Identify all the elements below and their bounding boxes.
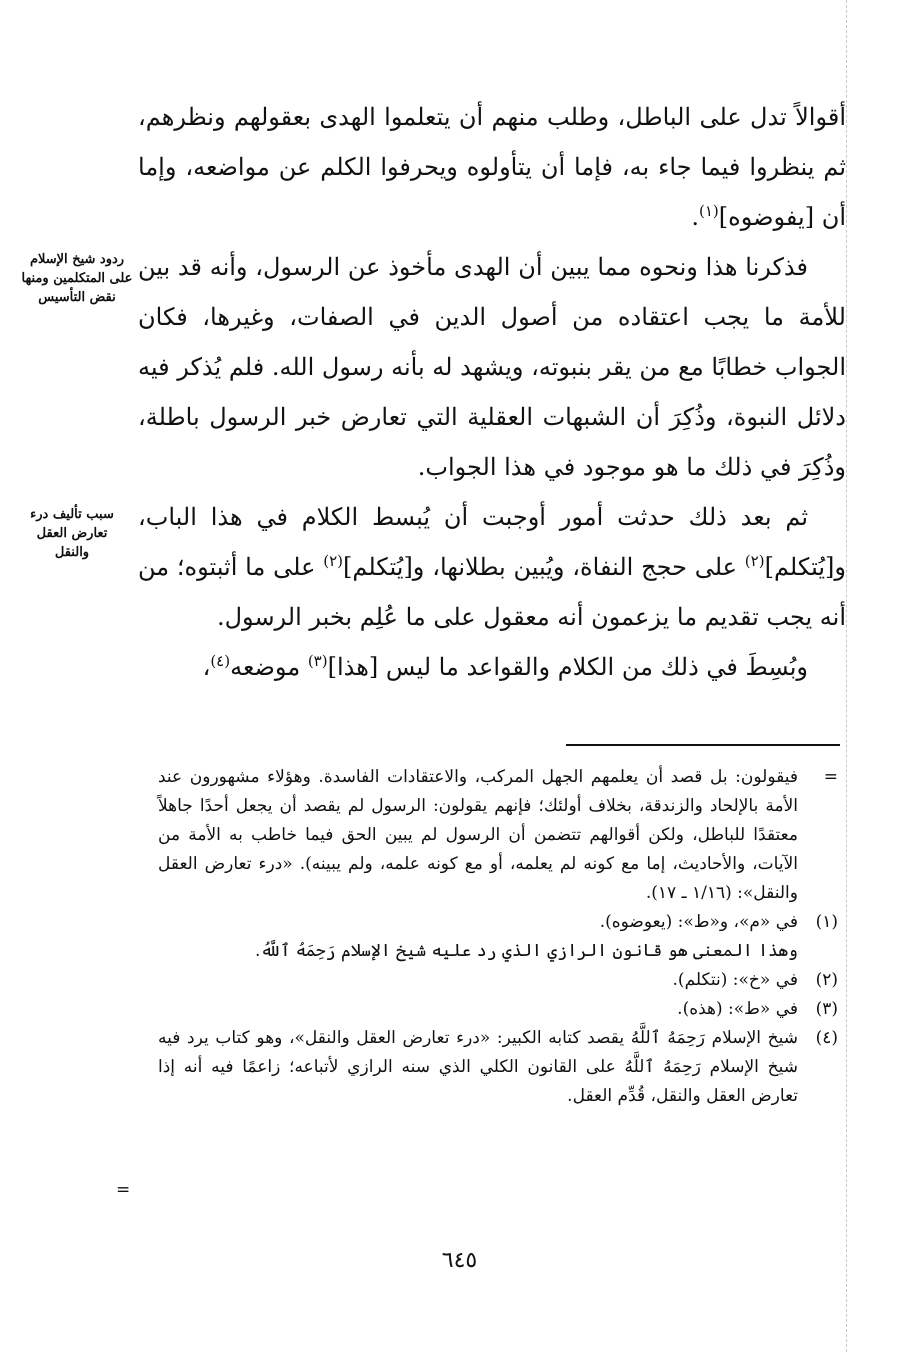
footnotes xyxy=(120,763,838,1111)
footnote-number: (١) xyxy=(815,912,838,932)
footnote-2 xyxy=(120,966,838,995)
footnote-3 xyxy=(120,995,838,1024)
footnote-ref-1[interactable]: (١) xyxy=(699,202,719,220)
paragraph-2: فذكرنا هذا ونحوه مما يبين أن الهدى مأخوذ عن الرسول، وأنه قد بين للأمة ما يجب اعتقاده من أصول الدين في الصفات، وغيرها، فكان الجواب خطابًا مع من يقر بنبوته، ويشهد له بأنه رسول الله. فلم يُذكر فيه دلائل النبوة، وذُكِرَ أن الشبهات العقلية التي تعارض خبر الرسول باطلة، وذُكِرَ في ذلك ما هو موجود في هذا الجواب. xyxy=(138,253,846,481)
page-number: ٦٤٥ xyxy=(441,1248,478,1273)
footnote-ref-4[interactable]: (٤) xyxy=(210,652,231,670)
footnote-ref-3[interactable]: (٣) xyxy=(307,652,328,670)
footnote-4 xyxy=(120,1024,838,1111)
paragraph-4: وبُسِطَ في ذلك من الكلام والقواعد ما ليس [هذا]$^{(٣)}$ موضعه$^{(٤)}$، xyxy=(202,652,808,681)
side-note-dar-reason: سبب تأليف درء تعارض العقل والنقل xyxy=(30,507,114,560)
footnote-continued-text: فيقولون: بل قصد أن يعلمهم الجهل المركب، والاعتقادات الفاسدة. وهؤلاء مشهورون عند الأمة بالإلحاد والزندقة، بخلاف أولئك؛ فإنهم يقولون: الرسول لم يقصد أن يجعل أحدًا جاهلاً معتقدًا للباطل، ولكن أقوالهم تتضمن أن الرسول لم يبين الحق فيما خاطب به الأمة من الآيات، والأحاديث، إما مع كونه لم يعلمه، أو مع كونه علمه، ولم يبينه). «درء تعارض العقل والنقل»: (١/١٦ ـ ١٧). xyxy=(158,767,798,903)
side-note-refutations: ردود شيخ الإسلام على المتكلمين ومنها نقض التأسيس xyxy=(21,252,133,305)
footnote-continued xyxy=(120,763,838,908)
footnote-text: شيخ الإسلام رَحِمَهُ ٱللَّهُ يقصد كتابه الكبير: «درء تعارض العقل والنقل»، وهو كتاب يرد فيه شيخ الإسلام رَحِمَهُ ٱللَّهُ على القانون الكلي الذي سنه الرازي لأتباعه؛ زاعمًا فيه أنه إذا تعارض العقل والنقل، قُدِّم العقل. xyxy=(158,1028,798,1106)
footnote-number: (٢) xyxy=(815,970,838,990)
footnote-separator xyxy=(566,744,840,746)
footnote-text: في «ط»: (هذه). xyxy=(677,999,798,1019)
footnote-number: (٤) xyxy=(815,1028,838,1048)
footnote-1-extra: وهذا المعنى هو قانون الرازي الذي رد عليه شيخ الإسلام رَحِمَهُ ٱللَّهُ. xyxy=(255,941,798,961)
footnote-number: (٣) xyxy=(815,999,838,1019)
footnote-text: في «خ»: (نتكلم). xyxy=(672,970,798,990)
continuation-mark: = xyxy=(823,767,838,787)
next-page-mark: = xyxy=(116,1180,131,1200)
page-edge-line xyxy=(846,0,847,1352)
paragraph-1: أقوالاً تدل على الباطل، وطلب منهم أن يتعلموا الهدى بعقولهم ونظرهم، ثم ينظروا فيما جاء به، فإما أن يتأولوه ويحرفوا الكلم عن مواضعه، وإما أن [يفوضوه]$^{(١)}$. xyxy=(138,103,846,231)
footnote-text: في «م»، و«ط»: (يعوضوه). xyxy=(599,912,798,932)
footnote-1 xyxy=(120,908,838,937)
footnote-ref-2a[interactable]: (٢) xyxy=(744,552,765,570)
footnote-ref-2b[interactable]: (٢) xyxy=(323,552,343,570)
paragraph-3: ثم بعد ذلك حدثت أمور أوجبت أن يُبسط الكلام في هذا الباب، و[يُتكلم]$^{(٢)}$ على حجج النفاة، ويُبين بطلانها، و[يُتكلم]$^{(٢)}$ على ما أثبتوه؛ من أنه يجب تقديم ما يزعمون أنه معقول على ما عُلِم بخبر الرسول. xyxy=(138,503,846,631)
main-text xyxy=(138,92,846,692)
